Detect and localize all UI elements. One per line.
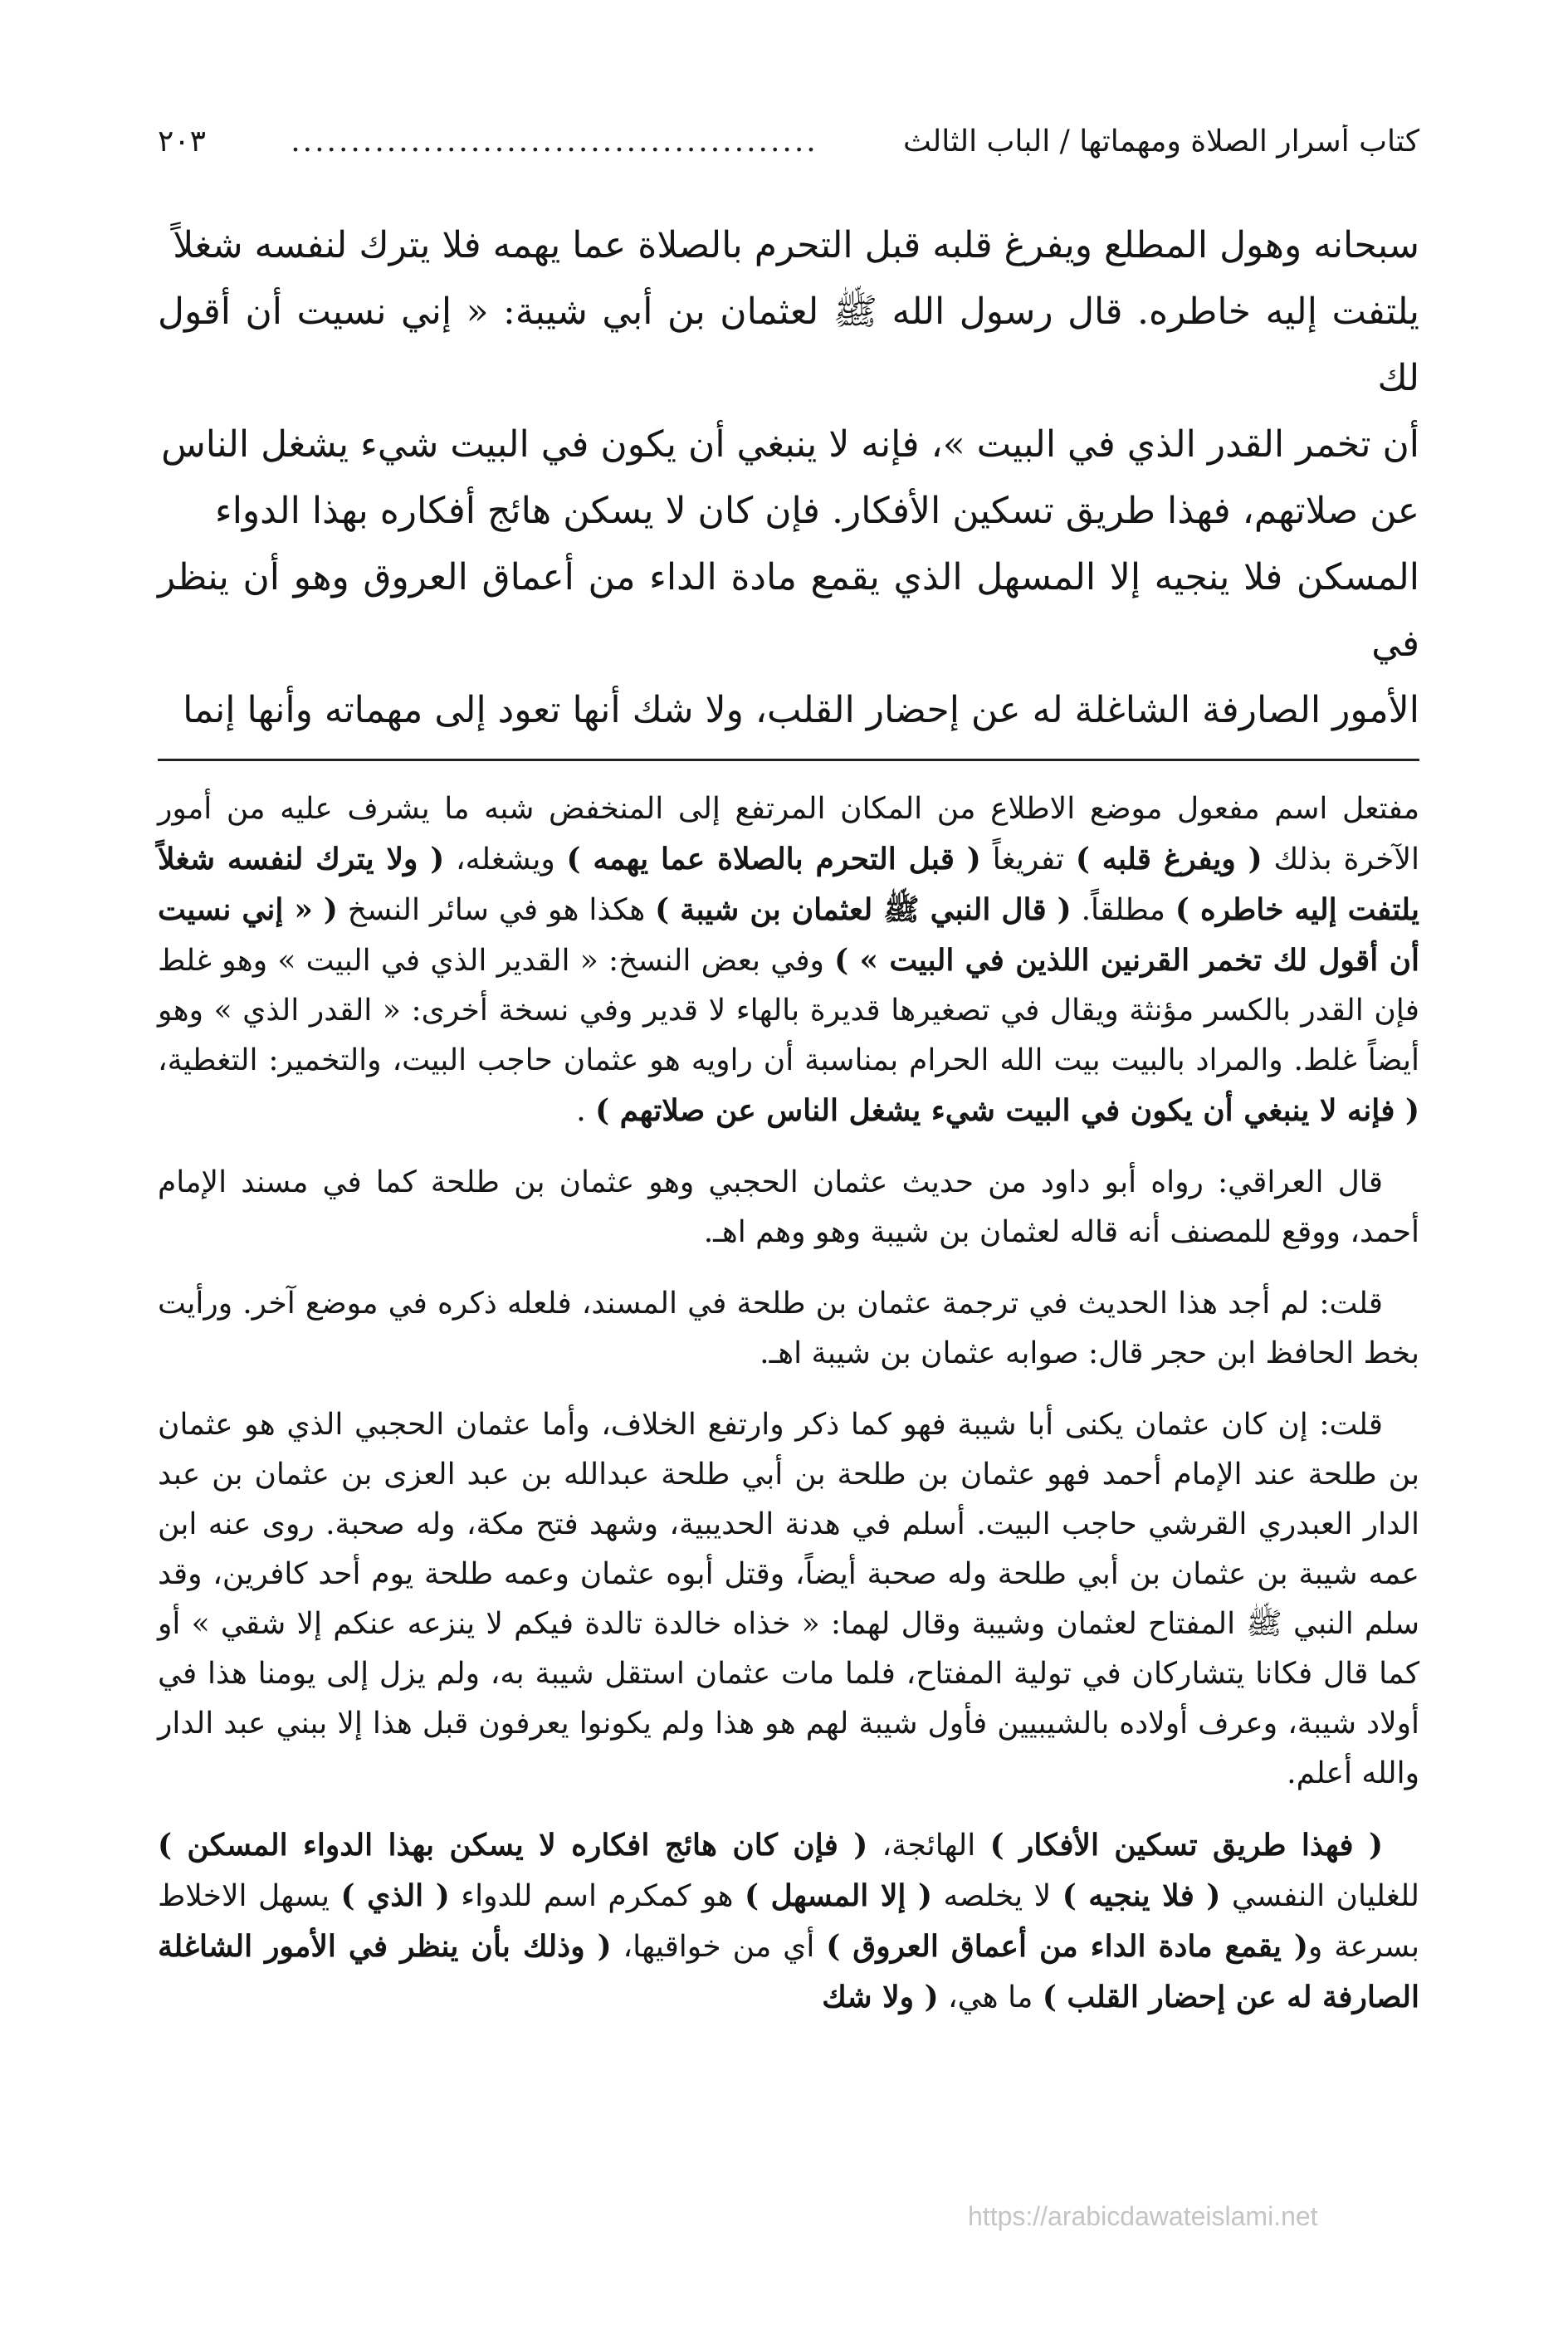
main-text-line: أن تخمر القدر الذي في البيت »، فإنه لا ينبغي أن يكون في البيت شيء يشغل الناس [161,423,1419,466]
commentary-text: ويشغله، [444,842,567,877]
quoted-phrase: ( « إني نسيت أن أقول لك تخمر القرنين اللذين في البيت » ) [158,892,1420,978]
commentary-text: للغليان النفسي [1220,1879,1419,1913]
quoted-phrase: ( ولا شك [822,1980,939,2014]
quoted-phrase: ( وذلك بأن ينظر في الأمور الشاغلة الصارفة له عن إحضار القلب ) [158,1929,1419,2014]
quoted-phrase: ( فهذا طريق تسكين الأفكار ) [989,1828,1383,1863]
commentary-text: هو كمكرم اسم للدواء [449,1879,745,1913]
commentary-text: وفي بعض النسخ: « القدير الذي في البيت » وهو غلط فإن القدر بالكسر مؤنثة ويقال في تصغيرها قديرة بالهاء لا قدير وفي نسخة أخرى: « القدر الذي » وهو أيضاً غلط. والمراد بالبيت بيت الله الحرام بمناسبة أن راويه هو عثمان حاجب البيت، والتخمير: التغطية، [158,944,1419,1077]
commentary [158,784,1419,2023]
commentary-paragraph: قلت: لم أجد هذا الحديث في ترجمة عثمان بن طلحة في المسند، فلعله ذكره في موضع آخر. ورأيت بخط الحافظ ابن حجر قال: صوابه عثمان بن شيبة اهـ. [158,1287,1419,1370]
quoted-phrase: ( الذي ) [340,1878,450,1913]
commentary-paragraph: قال العراقي: رواه أبو داود من حديث عثمان الحجبي وهو عثمان بن طلحة كما في مسند الإمام أحمد، ووقع للمصنف أنه قاله لعثمان بن شيبة وهو وهم اهـ. [158,1165,1419,1249]
commentary-paragraph: قلت: إن كان عثمان يكنى أبا شيبة فهو كما ذكر وارتفع الخلاف، وأما عثمان الحجبي الذي هو عثمان بن طلحة عند الإمام أحمد فهو عثمان بن طلحة بن أبي طلحة عبدالله بن عبد العزى بن عثمان بن عبد الدار العبدري القرشي حاجب البيت. أسلم في هدنة الحديبية، وشهد فتح مكة، وله صحبة. روى عنه ابن عمه شيبة بن عثمان بن أبي طلحة وله صحبة أيضاً، وقتل أبوه عثمان وعمه طلحة يوم أحد كافرين، وقد سلم النبي ﷺ المفتاح لعثمان وشيبة وقال لهما: « خذاه خالدة تالدة فيكم لا ينزعه عنكم إلا شقي » أو كما قال فكانا يتشاركان في تولية المفتاح، فلما مات عثمان استقل شيبة به، ولم يزل إلى يومنا هذا في أولاد شيبة، وعرف أولاده بالشيبيين فأول شيبة لهم هو هذا ولم يكونوا يعرفون قبل هذا إلا ببني عبد الدار والله أعلم. [158,1408,1419,1790]
commentary-paragraph [158,784,1419,1136]
quoted-phrase: ( ولا يترك لنفسه شغلاً يلتفت إليه خاطره ) [158,842,1419,927]
commentary-text: هكذا هو في سائر النسخ [337,893,656,927]
main-text [158,212,1419,744]
commentary-text: الهائجة، [867,1829,990,1863]
quoted-phrase: ( فإنه لا ينبغي أن يكون في البيت شيء يشغل الناس عن صلاتهم ) [595,1093,1419,1128]
main-text-line: المسكن فلا ينجيه إلا المسهل الذي يقمع مادة الداء من أعماق العروق وهو أن ينظر في [158,556,1419,665]
commentary-text: ما هي، [938,1980,1043,2014]
quoted-phrase: ( فلا ينجيه ) [1062,1878,1221,1913]
commentary-text: مطلقاً. [1071,893,1175,927]
main-text-line: الأمور الصارفة الشاغلة له عن إحضار القلب، ولا شك أنها تعود إلى مهماته وأنها إنما [183,689,1419,731]
separator-rule [158,759,1419,761]
book-title: كتاب أسرار الصلاة ومهماتها / الباب الثالث [902,125,1419,159]
book-page [158,125,1419,2044]
commentary-paragraph [158,1820,1419,2023]
commentary-text: مفتعل اسم مفعول موضع الاطلاع من المكان المرتفع إلى المنخفض شبه ما يشرف عليه من أمور الآخرة بذلك [158,792,1419,877]
watermark-url: https://arabicdawateislami.net [968,2201,1318,2231]
quoted-phrase: ( فإن كان هائج افكاره لا يسكن بهذا الدواء المسكن ) [158,1828,868,1863]
header-leader-dots: ............................................ [291,125,818,159]
quoted-phrase: ( يقمع مادة الداء من أعماق العروق ) [826,1929,1308,1964]
commentary-text: يسهل الاخلاط بسرعة و [158,1879,1420,1964]
quoted-phrase: ( قال النبي ﷺ لعثمان بن شيبة ) [655,892,1072,927]
commentary-text: . [576,1094,596,1128]
running-header [158,125,1419,183]
main-text-line: عن صلاتهم، فهذا طريق تسكين الأفكار. فإن كان لا يسكن هائج أفكاره بهذا الدواء [215,490,1419,532]
quoted-phrase: ( ويفرغ قلبه ) [1075,842,1263,877]
quoted-phrase: ( قبل التحرم بالصلاة عما يهمه ) [566,842,981,877]
commentary-text: تفريغاً [980,842,1076,877]
commentary-text: أي من خواقيها، [611,1930,827,1964]
page-number: ٢٠٣ [158,125,207,159]
quoted-phrase: ( إلا المسهل ) [744,1878,933,1913]
main-text-line: سبحانه وهول المطلع ويفرغ قلبه قبل التحرم بالصلاة عما يهمه فلا يترك لنفسه شغلاً [173,224,1419,266]
commentary-text: لا يخلصه [932,1879,1062,1913]
main-text-line: يلتفت إليه خاطره. قال رسول الله ﷺ لعثمان بن أبي شيبة: « إني نسيت أن أقول لك [158,291,1419,399]
